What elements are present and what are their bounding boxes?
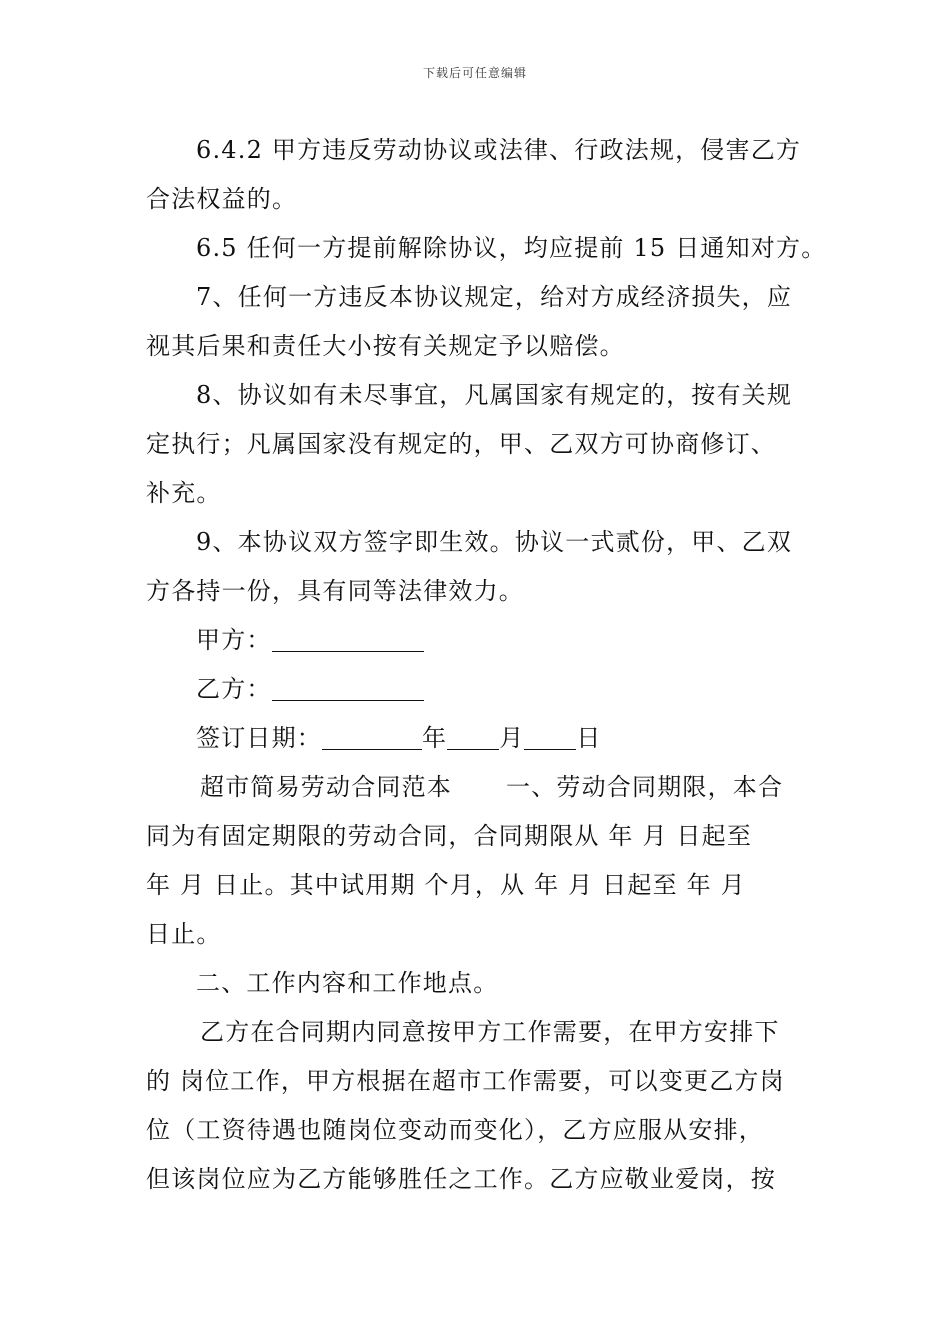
section-1-heading: 一、劳动合同期限，本合 [506, 773, 784, 801]
day-blank [524, 719, 576, 750]
month-blank [447, 719, 499, 750]
year-blank [322, 719, 422, 750]
party-a-blank [272, 621, 424, 652]
clause-6-4-2: 6.4.2 甲方违反劳动协议或法律、行政法规，侵害乙方 [196, 136, 802, 164]
party-b-signature-line [146, 665, 810, 714]
clause-6-4-2-cont: 合法权益的。 [146, 185, 298, 213]
party-b-label: 乙方： [196, 675, 272, 703]
page-header-note: 下载后可任意编辑 [422, 66, 527, 80]
day-label: 日 [576, 724, 602, 752]
sign-date-label: 签订日期： [196, 724, 322, 752]
section-1-text-2: 年 月 日止。其中试用期 个月，从 年 月 日起至 年 月 [146, 871, 746, 899]
clause-9-cont: 方各持一份，具有同等法律效力。 [146, 577, 524, 605]
year-label: 年 [422, 724, 448, 752]
party-b-blank [272, 670, 424, 701]
document-body [146, 126, 827, 1204]
section-2-text-1: 乙方在合同期内同意按甲方工作需要，在甲方安排下 [200, 1018, 780, 1046]
section-2-heading: 二、工作内容和工作地点。 [196, 969, 499, 997]
clause-7-cont: 视其后果和责任大小按有关规定予以赔偿。 [146, 332, 625, 360]
month-label: 月 [499, 724, 525, 752]
clause-8: 8、协议如有未尽事宜，凡属国家有规定的，按有关规 [196, 381, 793, 409]
clause-8-cont-2: 补充。 [146, 479, 222, 507]
section-1-text-3: 日止。 [146, 920, 222, 948]
contract-title-line [146, 763, 810, 812]
contract-title: 超市简易劳动合同范本 [200, 773, 452, 801]
clause-9: 9、本协议双方签字即生效。协议一式贰份，甲、乙双 [196, 528, 793, 556]
sign-date-line [146, 714, 810, 763]
section-2-text-4: 但该岗位应为乙方能够胜任之工作。乙方应敬业爱岗，按 [146, 1165, 776, 1193]
section-2-text-2: 的 岗位工作，甲方根据在超市工作需要，可以变更乙方岗 [146, 1067, 785, 1095]
clause-7: 7、任何一方违反本协议规定，给对方成经济损失，应 [196, 283, 793, 311]
party-a-signature-line [146, 616, 810, 665]
section-2-text-3: 位（工资待遇也随岗位变动而变化），乙方应服从安排， [146, 1116, 764, 1144]
clause-8-cont-1: 定执行；凡属国家没有规定的，甲、乙双方可协商修订、 [146, 430, 776, 458]
party-a-label: 甲方： [196, 626, 272, 654]
clause-6-5: 6.5 任何一方提前解除协议，均应提前 15 日通知对方。 [196, 234, 827, 262]
section-1-text-1: 同为有固定期限的劳动合同，合同期限从 年 月 日起至 [146, 822, 753, 850]
